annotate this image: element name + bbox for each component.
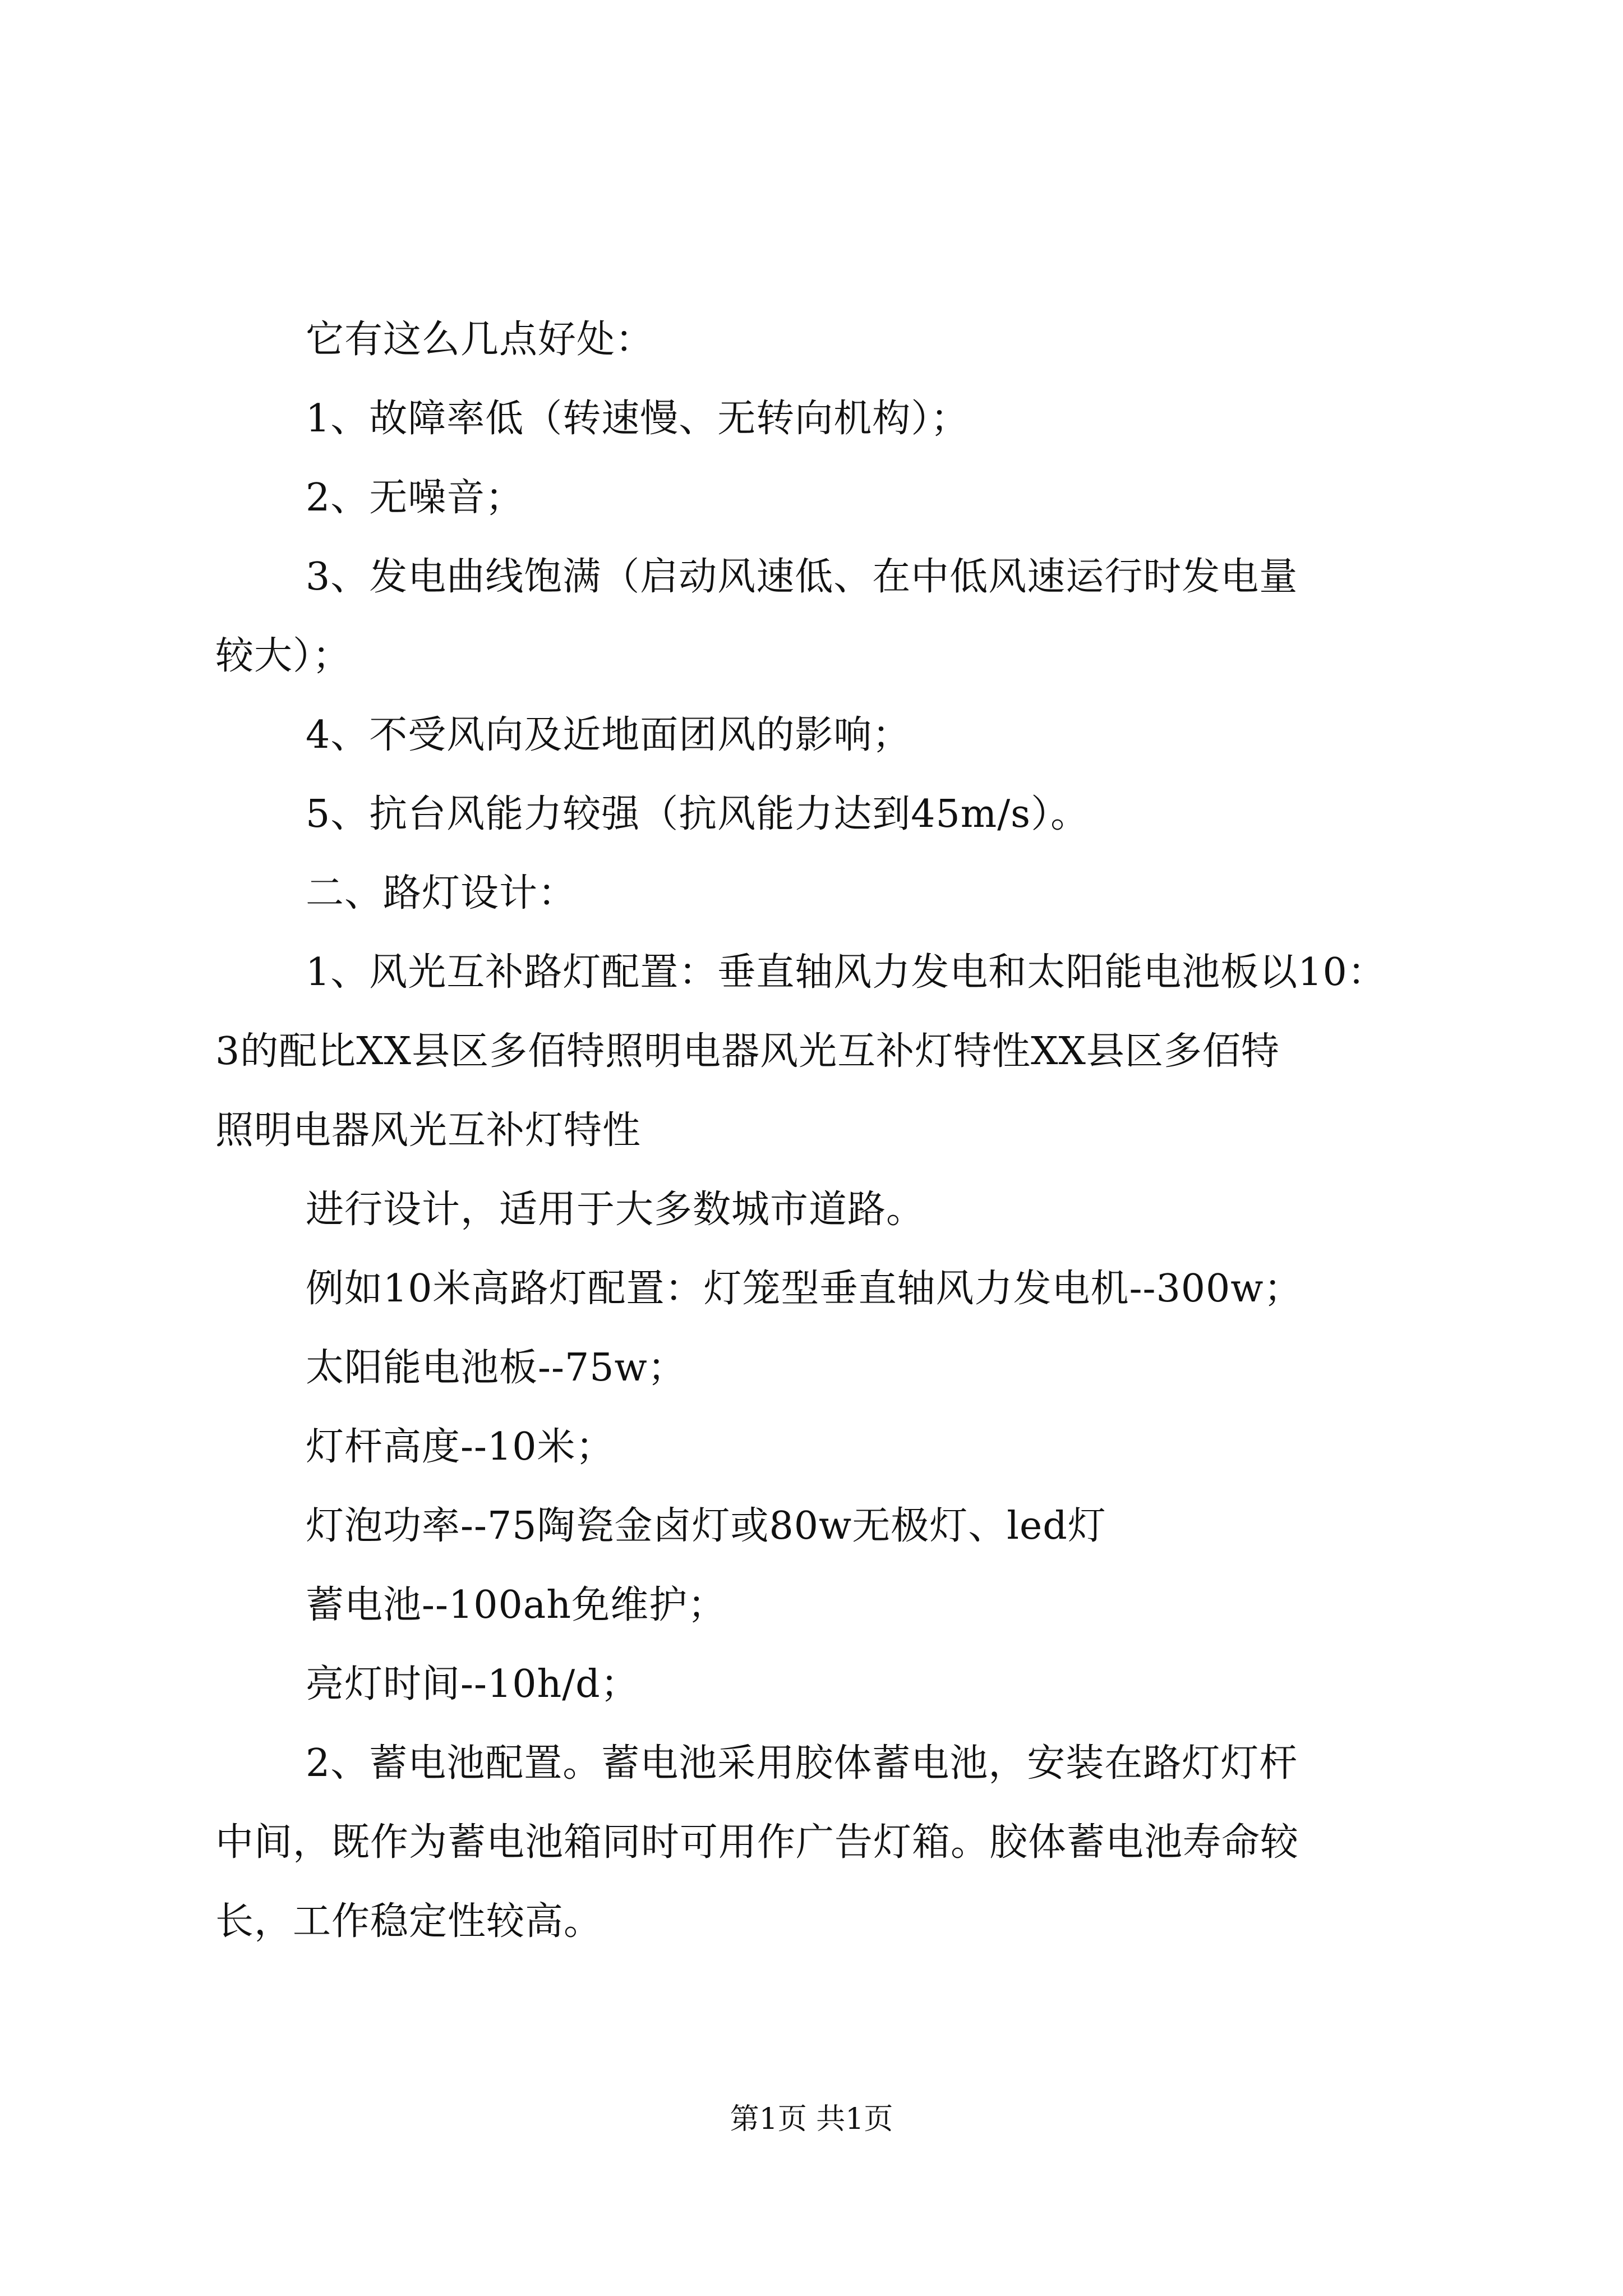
text-line: 2、无噪音； bbox=[306, 476, 524, 520]
text-line: 2、蓄电池配置。蓄电池采用胶体蓄电池，安装在路灯灯杆 bbox=[306, 1741, 1298, 1786]
page-footer: 第1页 共1页 bbox=[730, 2102, 893, 2136]
text-line: 照明电器风光互补灯特性 bbox=[215, 1108, 642, 1153]
text-line: 5、抗台风能力较强（抗风能力达到45m/s）。 bbox=[306, 792, 1090, 836]
text-line: 1、风光互补路灯配置：垂直轴风力发电和太阳能电池板以10： bbox=[306, 950, 1386, 995]
text-line: 例如10米高路灯配置：灯笼型垂直轴风力发电机--300w； bbox=[306, 1267, 1303, 1311]
text-line: 它有这么几点好处： bbox=[306, 318, 654, 362]
text-line: 1、故障率低（转速慢、无转向机构）； bbox=[306, 397, 970, 441]
text-line: 灯杆高度--10米； bbox=[306, 1425, 615, 1469]
text-line: 中间，既作为蓄电池箱同时可用作广告灯箱。胶体蓄电池寿命较 bbox=[215, 1820, 1299, 1865]
text-line: 太阳能电池板--75w； bbox=[306, 1346, 686, 1390]
text-line: 灯泡功率--75陶瓷金卤灯或80w无极灯、led灯 bbox=[306, 1504, 1106, 1548]
text-line: 蓄电池--100ah免维护； bbox=[306, 1583, 727, 1627]
text-line: 4、不受风向及近地面团风的影响； bbox=[306, 713, 911, 757]
text-line: 亮灯时间--10h/d； bbox=[306, 1662, 639, 1706]
text-line: 长，工作稳定性较高。 bbox=[215, 1899, 603, 1944]
text-line: 3的配比XX县区多佰特照明电器风光互补灯特性XX县区多佰特 bbox=[215, 1029, 1280, 1074]
text-line: 较大）； bbox=[215, 634, 352, 678]
section-heading: 二、路灯设计： bbox=[306, 871, 577, 915]
text-line: 进行设计，适用于大多数城市道路。 bbox=[306, 1188, 925, 1232]
text-line: 3、发电曲线饱满（启动风速低、在中低风速运行时发电量 bbox=[306, 555, 1298, 599]
